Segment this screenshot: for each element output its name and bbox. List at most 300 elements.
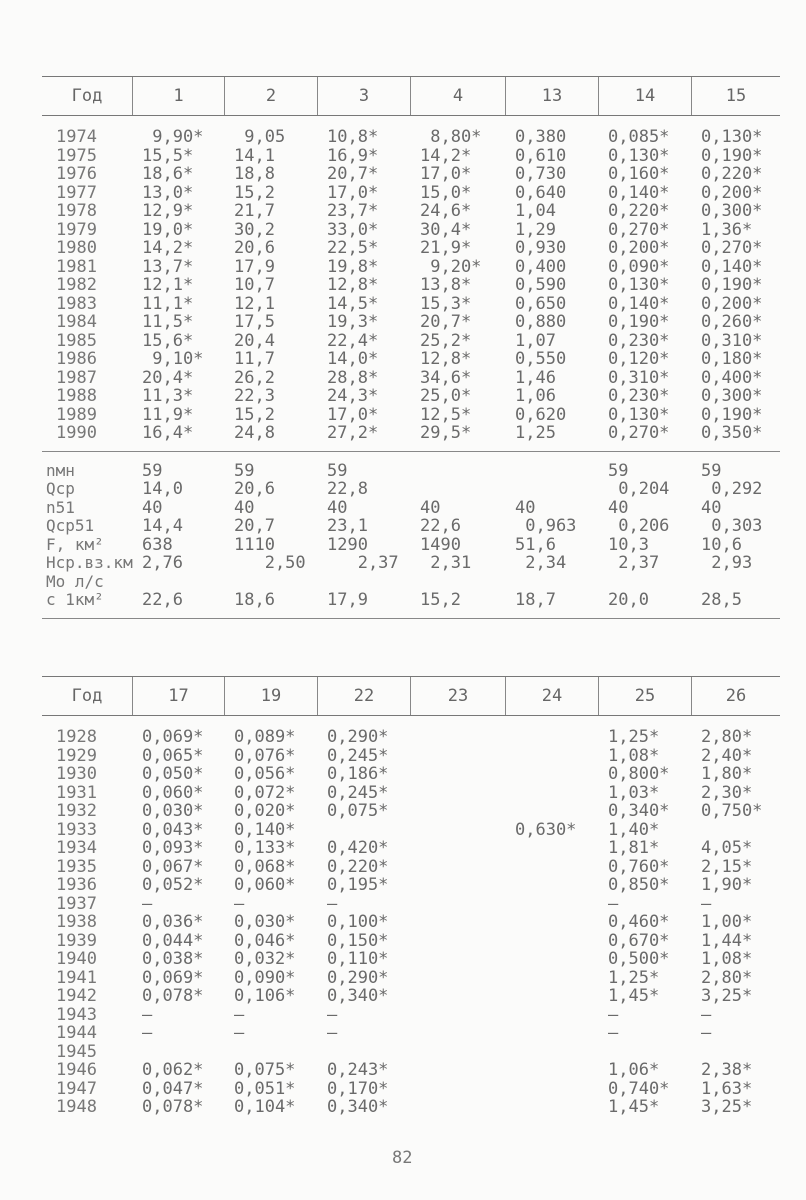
value-cell [505, 765, 598, 784]
value-cell: 20,4 [234, 330, 275, 351]
value-cell: 2,34 [515, 553, 567, 573]
value-cell: 0,880 [515, 312, 567, 332]
value-cell: 20,0 [608, 590, 649, 610]
year-cell: 1984 [56, 312, 97, 332]
value-cell: 0,078* [142, 1097, 204, 1117]
value-cell [505, 462, 598, 481]
year-cell: 1941 [56, 967, 97, 988]
value-cell: 14,2* [142, 238, 194, 258]
table-row [42, 276, 780, 295]
table-row [42, 913, 780, 932]
table-row [42, 258, 780, 277]
value-cell: 0,963 [515, 516, 577, 536]
table-row [42, 406, 780, 425]
value-cell: 40 [515, 497, 536, 518]
year-cell: 1946 [56, 1060, 97, 1080]
value-cell: 10,8* [327, 127, 379, 147]
value-cell: 14,0 [142, 479, 183, 499]
value-cell: 16,9* [327, 145, 379, 166]
table-row [42, 802, 780, 821]
table-row [42, 165, 780, 184]
value-cell: 8,80* [420, 127, 482, 147]
value-cell: 1,25* [608, 967, 660, 988]
year-cell: 1934 [56, 838, 97, 858]
value-cell: 25,0* [420, 386, 472, 406]
value-cell: 1290 [327, 534, 368, 555]
header-col: 2 [224, 77, 317, 115]
table-row [42, 147, 780, 166]
value-cell: 1,25* [608, 727, 660, 747]
value-cell [410, 1098, 505, 1117]
value-cell: 0,243* [327, 1060, 389, 1080]
value-cell: 18,8 [234, 164, 275, 184]
year-cell: 1988 [56, 386, 97, 406]
value-cell: 2,37 [608, 553, 660, 573]
value-cell: 0,052* [142, 875, 204, 895]
value-cell: 0,036* [142, 912, 204, 932]
value-cell: 2,93 [701, 553, 753, 573]
year-cell: 1978 [56, 201, 97, 221]
value-cell: 2,31 [420, 553, 472, 573]
year-cell: 1975 [56, 145, 97, 166]
value-cell: 24,3* [327, 386, 379, 406]
value-cell: 23,7* [327, 201, 379, 221]
value-cell: 14,1 [234, 145, 275, 166]
year-cell: 1930 [56, 764, 97, 784]
value-cell: 0,640 [515, 182, 567, 203]
stat-label: n51 [46, 497, 75, 517]
value-cell: 0,130* [608, 145, 670, 166]
value-cell: 0,090* [234, 967, 296, 988]
value-cell: 0,140* [234, 819, 296, 840]
table-row [42, 369, 780, 388]
value-cell: – [608, 1004, 619, 1025]
value-cell: 2,38* [701, 1060, 753, 1080]
value-cell: 0,800* [608, 764, 670, 784]
value-cell: 2,37 [327, 553, 399, 573]
value-cell: 0,090* [608, 256, 670, 277]
value-cell: 18,7 [515, 590, 556, 610]
table-row [42, 1024, 780, 1043]
value-cell: 0,750* [701, 801, 763, 821]
table-row [42, 895, 780, 914]
value-cell: 0,610 [515, 145, 567, 166]
value-cell: 12,8* [420, 349, 472, 369]
value-cell: 3,25* [701, 986, 753, 1006]
value-cell: 12,5* [420, 404, 472, 425]
value-cell: 11,9* [142, 404, 194, 425]
value-cell: 17,9 [327, 590, 368, 610]
year-cell: 1982 [56, 275, 97, 295]
year-cell: 1929 [56, 745, 97, 766]
value-cell [505, 1006, 598, 1025]
value-cell: 0,076* [234, 745, 296, 766]
value-cell: 0,270* [608, 423, 670, 443]
value-cell: 22,8 [327, 479, 368, 499]
value-cell: 59 [608, 460, 629, 481]
value-cell: 2,80* [701, 727, 753, 747]
value-cell [505, 784, 598, 803]
value-cell: 0,133* [234, 838, 296, 858]
value-cell [505, 480, 598, 499]
table-2-header [42, 676, 780, 716]
value-cell: 0,340* [608, 801, 670, 821]
value-cell: 34,6* [420, 367, 472, 388]
value-cell [410, 480, 505, 499]
value-cell: 11,3* [142, 386, 194, 406]
value-cell [505, 950, 598, 969]
value-cell: – [234, 1004, 245, 1025]
year-cell: 1983 [56, 293, 97, 314]
value-cell: 0,760* [608, 856, 670, 877]
value-cell: 1,03* [608, 782, 660, 803]
value-cell: 20,7* [420, 312, 472, 332]
value-cell: 1,00* [701, 912, 753, 932]
header-col: 14 [598, 77, 691, 115]
value-cell: 24,8 [234, 423, 275, 443]
value-cell: 0,200* [701, 293, 763, 314]
table-2 [42, 676, 780, 1117]
value-cell [317, 573, 410, 592]
value-cell: 14,2* [420, 145, 472, 166]
value-cell: 11,1* [142, 293, 194, 314]
value-cell: 0,460* [608, 912, 670, 932]
value-cell: 1,44* [701, 930, 753, 951]
value-cell: 0,140* [701, 256, 763, 277]
header-col: 13 [505, 77, 598, 115]
value-cell: 0,046* [234, 930, 296, 951]
value-cell [505, 802, 598, 821]
header-year: Год [71, 86, 103, 106]
value-cell: 0,072* [234, 782, 296, 803]
value-cell: 28,5 [701, 590, 742, 610]
value-cell: 25,2* [420, 330, 472, 351]
value-cell: 0,730 [515, 164, 567, 184]
value-cell: 18,6 [234, 590, 275, 610]
value-cell: 27,2* [327, 423, 379, 443]
value-cell: 0,075* [234, 1060, 296, 1080]
value-cell: 19,0* [142, 219, 194, 240]
value-cell: 15,2 [234, 182, 275, 203]
value-cell [505, 913, 598, 932]
header-col: 4 [410, 77, 505, 115]
year-cell: 1987 [56, 367, 97, 388]
value-cell [410, 1006, 505, 1025]
value-cell: 0,500* [608, 949, 670, 969]
value-cell: 0,220* [327, 856, 389, 877]
value-cell: 0,300* [701, 201, 763, 221]
value-cell: 0,270* [608, 219, 670, 240]
value-cell: 20,4* [142, 367, 194, 388]
value-cell [505, 1080, 598, 1099]
table-row [42, 858, 780, 877]
value-cell: – [608, 893, 619, 914]
table-row [42, 747, 780, 766]
value-cell: – [142, 893, 153, 914]
value-cell [317, 821, 410, 840]
value-cell: 0,590 [515, 275, 567, 295]
table-row [42, 821, 780, 840]
value-cell: 1,08* [701, 949, 753, 969]
year-cell: 1945 [56, 1041, 97, 1062]
value-cell: 0,245* [327, 745, 389, 766]
value-cell: 3,25* [701, 1097, 753, 1117]
value-cell [132, 573, 224, 592]
value-cell: 0,230* [608, 330, 670, 351]
value-cell: – [701, 1004, 712, 1025]
value-cell: 21,9* [420, 238, 472, 258]
value-cell: 11,7 [234, 349, 275, 369]
value-cell: 28,8* [327, 367, 379, 388]
value-cell [505, 1024, 598, 1043]
value-cell: – [327, 1023, 338, 1043]
table-row [42, 350, 780, 369]
table-row [42, 1080, 780, 1099]
table-row [42, 987, 780, 1006]
page-number: 82 [392, 1148, 413, 1168]
table-row [42, 950, 780, 969]
value-cell: 0,030* [234, 912, 296, 932]
value-cell: 12,9* [142, 201, 194, 221]
value-cell [410, 821, 505, 840]
value-cell [410, 784, 505, 803]
year-cell: 1939 [56, 930, 97, 951]
year-cell: 1980 [56, 238, 97, 258]
stat-label: Qср [46, 479, 75, 498]
value-cell: 0,069* [142, 727, 204, 747]
table-row [42, 295, 780, 314]
value-cell: 10,7 [234, 275, 275, 295]
year-cell: 1989 [56, 404, 97, 425]
value-cell: 40 [420, 497, 441, 518]
value-cell [410, 1043, 505, 1062]
value-cell: 0,060* [234, 875, 296, 895]
value-cell [410, 747, 505, 766]
year-cell: 1948 [56, 1097, 97, 1117]
value-cell: 0,290* [327, 967, 389, 988]
table-row [42, 184, 780, 203]
value-cell: 0,200* [608, 238, 670, 258]
value-cell: 0,160* [608, 164, 670, 184]
value-cell: 0,078* [142, 986, 204, 1006]
value-cell [224, 573, 317, 592]
year-cell: 1938 [56, 912, 97, 932]
value-cell: 0,740* [608, 1078, 670, 1099]
year-cell: 1937 [56, 893, 97, 914]
header-col: 15 [691, 77, 780, 115]
value-cell: 59 [327, 460, 348, 481]
value-cell: 0,140* [608, 293, 670, 314]
table-1 [42, 76, 780, 619]
value-cell: 17,0* [327, 182, 379, 203]
value-cell: 1,06 [515, 386, 556, 406]
value-cell: 0,130* [608, 275, 670, 295]
divider [42, 618, 780, 619]
value-cell [505, 573, 598, 592]
stat-label: Mо л/с [46, 571, 104, 591]
value-cell: 0,130* [701, 127, 763, 147]
value-cell: – [142, 1004, 153, 1025]
value-cell: 1,07 [515, 330, 556, 351]
value-cell: 22,4* [327, 330, 379, 351]
value-cell [505, 876, 598, 895]
value-cell [505, 858, 598, 877]
value-cell: 17,0* [327, 404, 379, 425]
value-cell: 0,350* [701, 423, 763, 443]
value-cell: 0,400* [701, 367, 763, 388]
value-cell: 0,032* [234, 949, 296, 969]
value-cell: 17,0* [420, 164, 472, 184]
value-cell: 9,90* [142, 127, 204, 147]
value-cell: 24,6* [420, 201, 472, 221]
value-cell: 0,150* [327, 930, 389, 951]
value-cell: 0,186* [327, 764, 389, 784]
value-cell: 0,220* [701, 164, 763, 184]
year-cell: 1936 [56, 875, 97, 895]
table-row [42, 1006, 780, 1025]
value-cell: 40 [608, 497, 629, 518]
value-cell: 12,8* [327, 275, 379, 295]
value-cell [598, 573, 691, 592]
table-row [42, 1098, 780, 1117]
year-cell: 1940 [56, 949, 97, 969]
year-cell: 1933 [56, 819, 97, 840]
value-cell: 0,650 [515, 293, 567, 314]
stats-row [42, 499, 780, 518]
table-row [42, 932, 780, 951]
value-cell: 9,20* [420, 256, 482, 277]
value-cell: 0,038* [142, 949, 204, 969]
value-cell [505, 747, 598, 766]
year-cell: 1947 [56, 1078, 97, 1099]
stat-label: с 1км² [46, 590, 104, 609]
value-cell: 1,40* [608, 819, 660, 840]
value-cell: 0,062* [142, 1060, 204, 1080]
value-cell [691, 821, 780, 840]
year-cell: 1979 [56, 219, 97, 240]
value-cell: 22,6 [420, 516, 461, 536]
stats-row [42, 536, 780, 555]
year-cell: 1974 [56, 127, 97, 147]
value-cell: 0,310* [701, 330, 763, 351]
value-cell: 0,104* [234, 1097, 296, 1117]
value-cell: 33,0* [327, 219, 379, 240]
value-cell: 20,6 [234, 479, 275, 499]
value-cell: 1,04 [515, 201, 556, 221]
value-cell: 0,043* [142, 819, 204, 840]
value-cell: 15,5* [142, 145, 194, 166]
header-col: 17 [132, 677, 224, 715]
value-cell: 13,0* [142, 182, 194, 203]
value-cell: 1110 [234, 534, 275, 555]
value-cell: 0,670* [608, 930, 670, 951]
stats-row [42, 573, 780, 592]
value-cell [505, 1043, 598, 1062]
value-cell: 0,056* [234, 764, 296, 784]
value-cell: 10,6 [701, 534, 742, 555]
header-col: 3 [317, 77, 410, 115]
value-cell: 1,80* [701, 764, 753, 784]
value-cell [505, 969, 598, 988]
value-cell: 30,2 [234, 219, 275, 240]
value-cell: 1,46 [515, 367, 556, 388]
value-cell: 0,190* [701, 145, 763, 166]
value-cell: – [234, 1023, 245, 1043]
value-cell: 15,2 [234, 404, 275, 425]
value-cell: 0,020* [234, 801, 296, 821]
stats-row [42, 480, 780, 499]
value-cell: 2,15* [701, 856, 753, 877]
value-cell: 0,340* [327, 1097, 389, 1117]
value-cell: 10,3 [608, 534, 649, 555]
value-cell: 0,130* [608, 404, 670, 425]
header-col: 19 [224, 677, 317, 715]
table-row [42, 128, 780, 147]
value-cell: 0,190* [701, 275, 763, 295]
value-cell: – [608, 1023, 619, 1043]
value-cell: 40 [234, 497, 255, 518]
value-cell: – [327, 893, 338, 914]
value-cell: 30,4* [420, 219, 472, 240]
value-cell: 0,190* [701, 404, 763, 425]
value-cell: 0,245* [327, 782, 389, 803]
value-cell [505, 895, 598, 914]
value-cell: 51,6 [515, 534, 556, 555]
year-cell: 1931 [56, 782, 97, 803]
value-cell: 40 [327, 497, 348, 518]
value-cell: 0,380 [515, 127, 567, 147]
value-cell: 22,6 [142, 590, 183, 610]
value-cell: 0,400 [515, 256, 567, 277]
header-col: 24 [505, 677, 598, 715]
value-cell [505, 1098, 598, 1117]
value-cell: 59 [234, 460, 255, 481]
year-cell: 1985 [56, 330, 97, 351]
stat-label: Qср51 [46, 516, 95, 535]
value-cell: 19,8* [327, 256, 379, 277]
value-cell [224, 1043, 317, 1062]
header-col: 1 [132, 77, 224, 115]
value-cell: – [327, 1004, 338, 1025]
table-2-body [42, 716, 780, 1117]
value-cell: 15,3* [420, 293, 472, 314]
value-cell: 59 [701, 460, 722, 481]
year-cell: 1932 [56, 801, 97, 821]
value-cell [132, 1043, 224, 1062]
value-cell: 0,075* [327, 801, 389, 821]
stats-row [42, 517, 780, 536]
stat-label: F, км² [46, 534, 104, 554]
value-cell: 20,7 [234, 516, 275, 536]
value-cell: 0,089* [234, 727, 296, 747]
value-cell: 0,303 [701, 516, 763, 536]
table-1-header [42, 76, 780, 116]
value-cell: 2,40* [701, 745, 753, 766]
value-cell: 0,204 [608, 479, 670, 499]
value-cell [410, 913, 505, 932]
value-cell: 1,63* [701, 1078, 753, 1099]
value-cell: 0,270* [701, 238, 763, 258]
stats-row [42, 591, 780, 610]
value-cell: 0,047* [142, 1078, 204, 1099]
value-cell: 638 [142, 534, 173, 555]
value-cell: 12,1* [142, 275, 194, 295]
value-cell: 22,3 [234, 386, 275, 406]
value-cell: 0,030* [142, 801, 204, 821]
header-col: 26 [691, 677, 780, 715]
value-cell: – [234, 893, 245, 914]
value-cell: 20,6 [234, 238, 275, 258]
